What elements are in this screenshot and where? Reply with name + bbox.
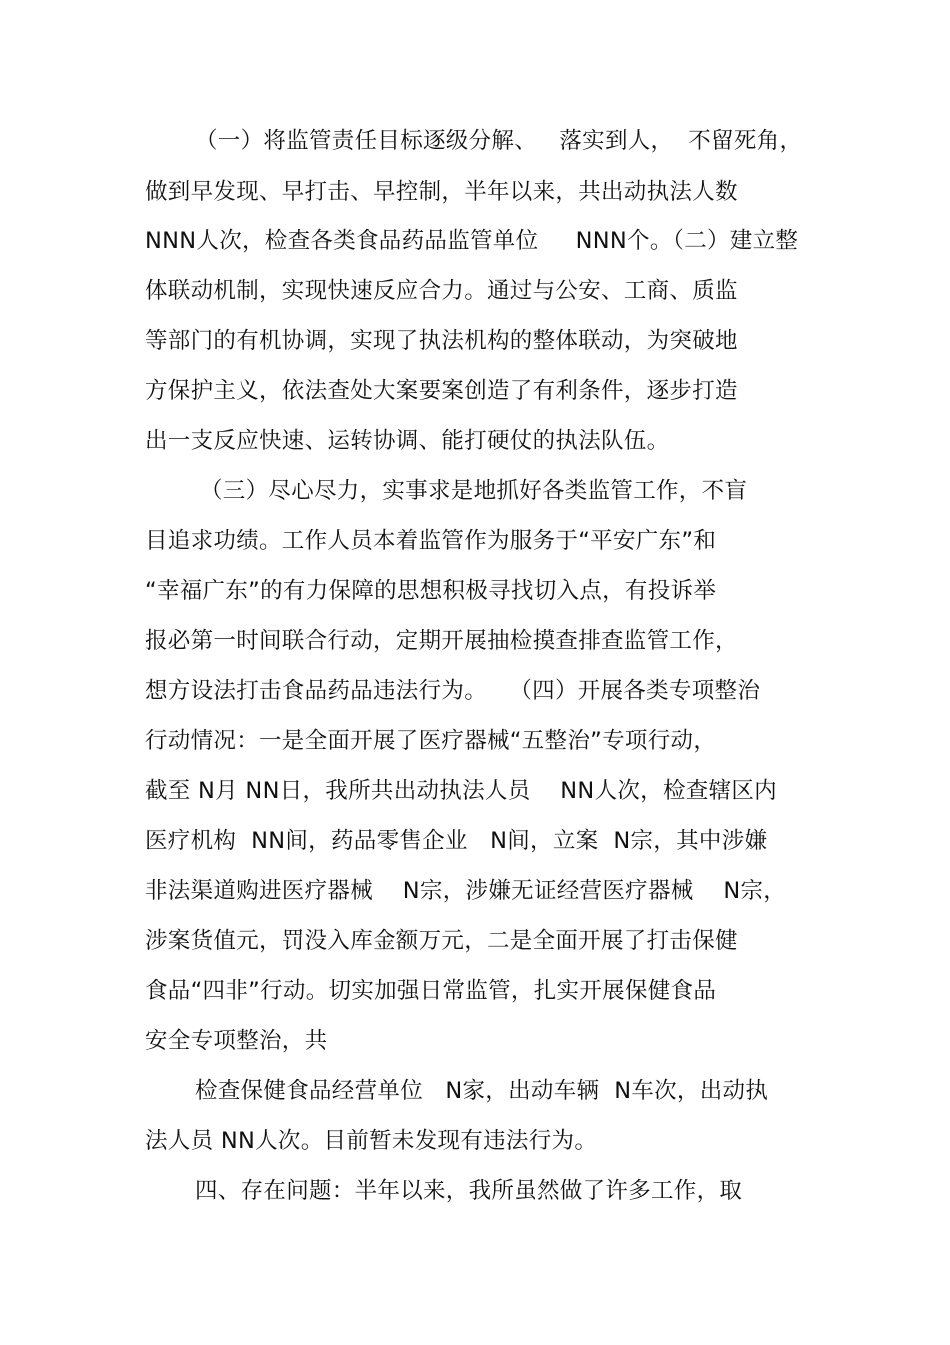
text-line-12: 想方设法打击食品药品违法行为。 （四）开展各类专项整治 [145,678,761,704]
text-line-9: 目追求功绩。工作人员本着监管作为服务于“平安广东”和 [145,528,717,554]
text-line-3: NNN人次，检查各类食品药品监管单位 NNN个。（二）建立整 [145,228,799,254]
text-line-11: 报必第一时间联合行动，定期开展抽检摸查排查监管工作， [145,628,738,654]
text-line-2: 做到早发现、早打击、早控制，半年以来，共出动执法人数 [145,179,738,205]
text-line-15: 医疗机构 NN间，药品零售企业 N间，立案 N宗，其中涉嫌 [145,828,768,854]
text-line-22: 四、存在问题：半年以来，我所虽然做了许多工作，取 [195,1178,743,1204]
text-line-7: 出一支反应快速、运转协调、能打硬仗的执法队伍。 [145,428,670,454]
text-line-19: 安全专项整治，共 [145,1028,328,1054]
text-line-20: 检查保健食品经营单位 N家，出动车辆 N车次，出动执 [195,1078,769,1104]
text-line-14: 截至 N月 NN日，我所共出动执法人员 NN人次，检查辖区内 [145,778,777,804]
text-line-17: 涉案货值元，罚没入库金额万元，二是全面开展了打击保健 [145,928,738,954]
text-line-4: 体联动机制，实现快速反应合力。通过与公安、工商、质监 [145,278,738,304]
text-line-21: 法人员 NN人次。目前暂未发现有违法行为。 [145,1128,598,1154]
text-line-16: 非法渠道购进医疗器械 N宗，涉嫌无证经营医疗器械 N宗， [145,878,787,904]
text-line-18: 食品“四非”行动。切实加强日常监管，扎实开展保健食品 [145,978,717,1004]
text-line-5: 等部门的有机协调，实现了执法机构的整体联动，为突破地 [145,328,738,354]
text-line-13: 行动情况：一是全面开展了医疗器械“五整治”专项行动， [145,728,717,754]
text-line-8: （三）尽心尽力，实事求是地抓好各类监管工作，不盲 [200,478,748,504]
text-line-1: （一）将监管责任目标逐级分解、 落实到人， 不留死角， [195,128,803,154]
text-line-10: “幸福广东”的有力保障的思想积极寻找切入点，有投诉举 [145,578,717,604]
text-line-6: 方保护主义，依法查处大案要案创造了有利条件，逐步打造 [145,378,738,404]
